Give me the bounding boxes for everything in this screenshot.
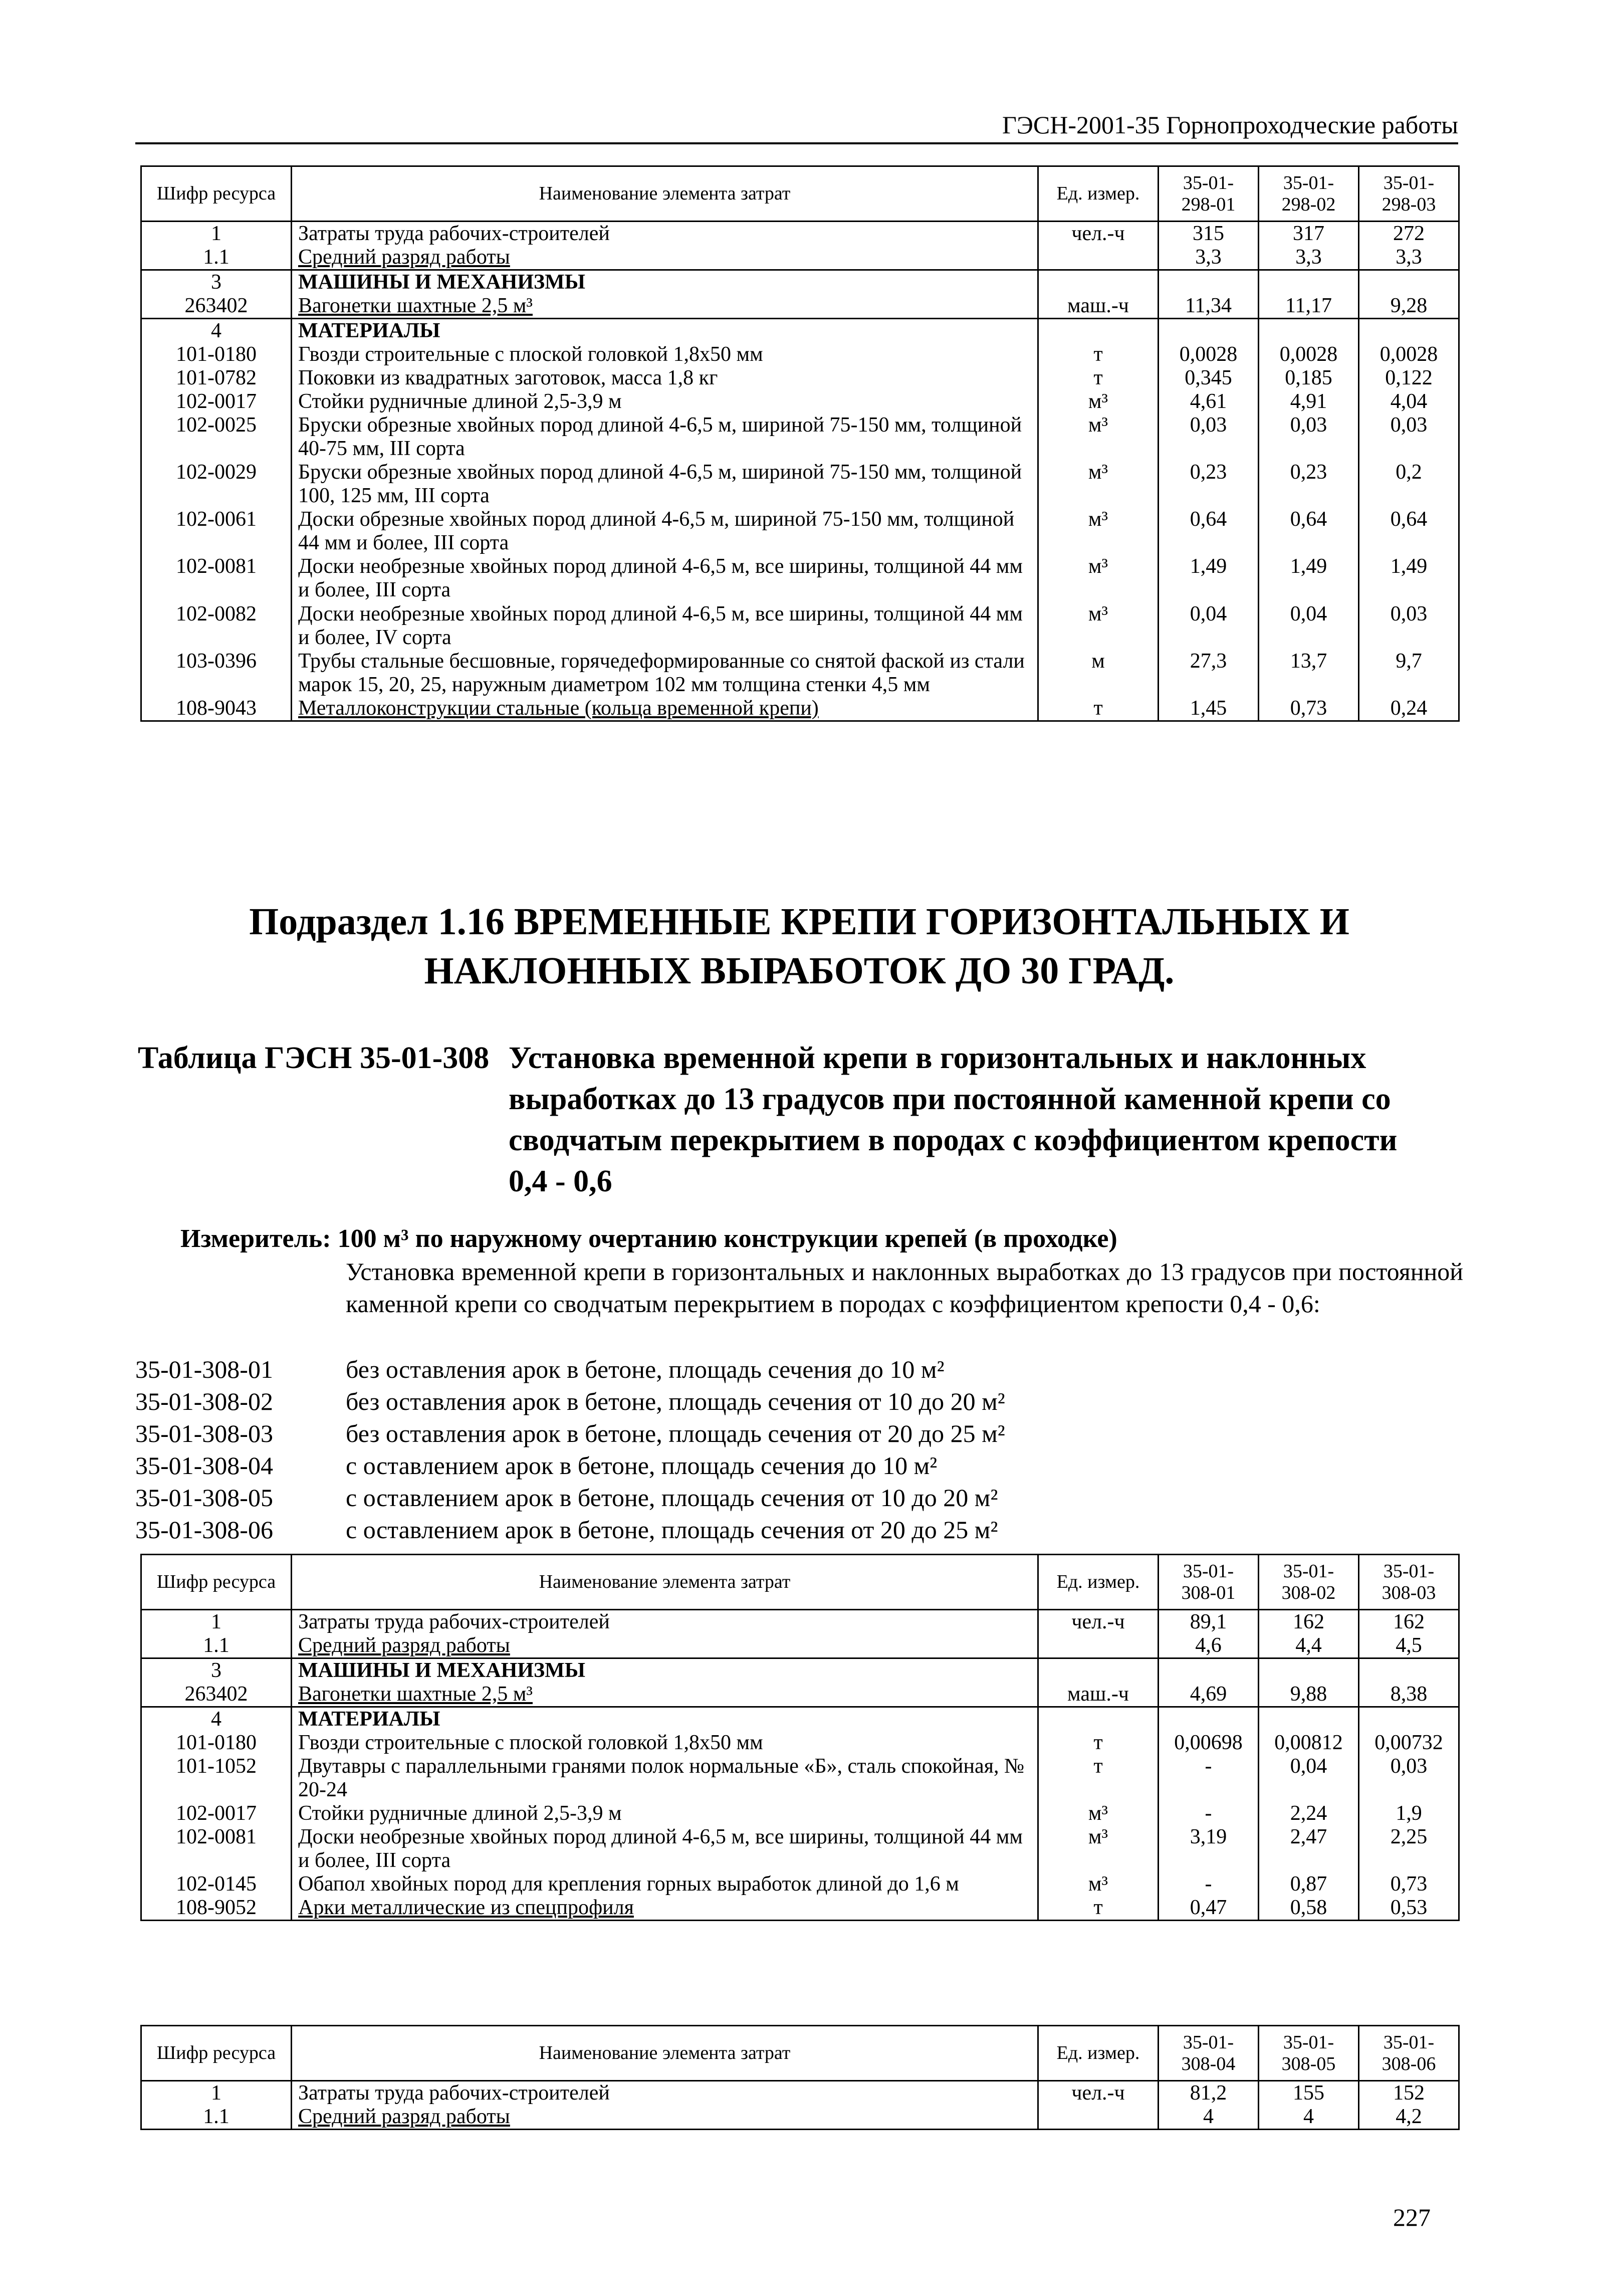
- norm-value: 315: [1159, 222, 1259, 246]
- col-header-norm: 35-01- 308-05: [1259, 2026, 1359, 2081]
- unit-of-measure: м³: [1038, 1872, 1159, 1896]
- resource-code: 1: [141, 1610, 292, 1634]
- norm-value: 0,00812: [1259, 1731, 1359, 1755]
- resource-code: 102-0061: [141, 508, 292, 555]
- resource-code: 102-0082: [141, 602, 292, 650]
- unit-of-measure: [1038, 1658, 1159, 1683]
- table-row: [141, 555, 1459, 602]
- meter-text: 100 м³ по наружному очертанию конструкции крепей (в проходке): [337, 1224, 1117, 1253]
- meter-line: [180, 1223, 1463, 1255]
- col-header-name: Наименование элемента затрат: [292, 2026, 1038, 2081]
- header-row: [141, 2026, 1459, 2081]
- work-item: [135, 1417, 1458, 1449]
- resource-code: 102-0017: [141, 1802, 292, 1825]
- norm-value: 0,87: [1259, 1872, 1359, 1896]
- norm-value: [1359, 270, 1459, 295]
- norm-value: 13,7: [1259, 650, 1359, 697]
- norm-value: 0,73: [1259, 697, 1359, 721]
- table-row: [141, 697, 1459, 721]
- norm-value: 9,7: [1359, 650, 1459, 697]
- table-label: Таблица ГЭСН 35-01-308: [138, 1041, 490, 1075]
- table-row: [141, 1634, 1459, 1658]
- norm-value: [1359, 1707, 1459, 1732]
- norm-value: 3,19: [1159, 1825, 1259, 1872]
- resource-code: 102-0081: [141, 555, 292, 602]
- col-header-unit: Ед. измер.: [1038, 166, 1159, 222]
- work-item-code: 35-01-308-01: [135, 1355, 273, 1383]
- norm-value: 0,04: [1159, 602, 1259, 650]
- unit-of-measure: маш.-ч: [1038, 1683, 1159, 1707]
- cost-element-name: Поковки из квадратных заготовок, масса 1,8 кг: [292, 366, 1038, 390]
- norm-value: 155: [1259, 2081, 1359, 2106]
- table-row: [141, 1896, 1459, 1921]
- norm-value: 0,04: [1259, 1755, 1359, 1802]
- table-row: [141, 1872, 1459, 1896]
- table-row: [141, 1731, 1459, 1755]
- norm-value: 0,0028: [1259, 343, 1359, 366]
- norm-value: 0,03: [1359, 1755, 1459, 1802]
- resource-code: 108-9052: [141, 1896, 292, 1921]
- norm-value: 4,4: [1259, 1634, 1359, 1658]
- table-row: [141, 222, 1459, 246]
- cost-element-name: Стойки рудничные длиной 2,5-3,9 м: [292, 1802, 1038, 1825]
- norm-value: 4,91: [1259, 390, 1359, 413]
- table-row: [141, 1707, 1459, 1732]
- norm-value: 8,38: [1359, 1683, 1459, 1707]
- table-row: [141, 270, 1459, 295]
- resource-code: 108-9043: [141, 697, 292, 721]
- norm-value: 2,25: [1359, 1825, 1459, 1872]
- resource-code: 1: [141, 222, 292, 246]
- resource-code: 263402: [141, 1683, 292, 1707]
- resource-code: 4: [141, 319, 292, 343]
- col-header-code: Шифр ресурса: [141, 2026, 292, 2081]
- work-item-description: без оставления арок в бетоне, площадь сечения от 20 до 25 м²: [346, 1419, 1005, 1447]
- norm-value: 27,3: [1159, 650, 1259, 697]
- norm-value: 0,00732: [1359, 1731, 1459, 1755]
- norm-value: [1259, 319, 1359, 343]
- unit-of-measure: т: [1038, 1731, 1159, 1755]
- work-item-description: с оставлением арок в бетоне, площадь сечения от 10 до 20 м²: [346, 1484, 998, 1512]
- unit-of-measure: т: [1038, 697, 1159, 721]
- col-header-code: Шифр ресурса: [141, 166, 292, 222]
- work-item-code: 35-01-308-05: [135, 1484, 273, 1512]
- work-item: [135, 1353, 1458, 1385]
- header-row: [141, 166, 1459, 222]
- norm-value: 3,3: [1359, 246, 1459, 270]
- resource-code: 1.1: [141, 2105, 292, 2130]
- cost-table-298: [140, 165, 1460, 722]
- col-header-norm: 35-01- 308-04: [1159, 2026, 1259, 2081]
- norm-value: 0,53: [1359, 1896, 1459, 1921]
- norm-value: 11,17: [1259, 294, 1359, 319]
- cost-table-308-b: [140, 2025, 1460, 2130]
- norm-value: 0,24: [1359, 697, 1459, 721]
- work-item: [135, 1385, 1458, 1417]
- page-number: 227: [1393, 2203, 1431, 2231]
- table-row: [141, 246, 1459, 270]
- resource-code: 102-0029: [141, 461, 292, 508]
- unit-of-measure: м³: [1038, 461, 1159, 508]
- norm-value: 4: [1259, 2105, 1359, 2130]
- col-header-norm: 35-01- 298-01: [1159, 166, 1259, 222]
- resource-code: 101-1052: [141, 1755, 292, 1802]
- work-item-description: с оставлением арок в бетоне, площадь сечения до 10 м²: [346, 1451, 938, 1480]
- norm-value: 0,0028: [1359, 343, 1459, 366]
- norm-value: 4,6: [1159, 1634, 1259, 1658]
- table-row: [141, 1658, 1459, 1683]
- norm-value: 272: [1359, 222, 1459, 246]
- unit-of-measure: т: [1038, 366, 1159, 390]
- norm-value: [1159, 1658, 1259, 1683]
- norm-value: [1259, 270, 1359, 295]
- cost-element-name: Затраты труда рабочих-строителей: [292, 2081, 1038, 2106]
- unit-of-measure: м³: [1038, 602, 1159, 650]
- cost-element-name: Гвозди строительные с плоской головкой 1,8х50 мм: [292, 343, 1038, 366]
- unit-of-measure: чел.-ч: [1038, 222, 1159, 246]
- norm-value: [1359, 319, 1459, 343]
- cost-element-name: Обапол хвойных пород для крепления горных выработок длиной до 1,6 м: [292, 1872, 1038, 1896]
- table-row: [141, 1755, 1459, 1802]
- norm-value: [1159, 319, 1259, 343]
- norm-value: 1,49: [1359, 555, 1459, 602]
- cost-element-name: Доски необрезные хвойных пород длиной 4-6,5 м, все ширины, толщиной 44 мм и более, III сорта: [292, 1825, 1038, 1872]
- cost-element-name: Двутавры с параллельными гранями полок нормальные «Б», сталь спокойная, № 20-24: [292, 1755, 1038, 1802]
- table-row: [141, 1683, 1459, 1707]
- table-row: [141, 366, 1459, 390]
- col-header-unit: Ед. измер.: [1038, 2026, 1159, 2081]
- table-row: [141, 508, 1459, 555]
- norm-value: 81,2: [1159, 2081, 1259, 2106]
- norm-value: 0,73: [1359, 1872, 1459, 1896]
- cost-element-name: Затраты труда рабочих-строителей: [292, 222, 1038, 246]
- col-header-name: Наименование элемента затрат: [292, 166, 1038, 222]
- cost-element-name: Средний разряд работы: [292, 246, 1038, 270]
- norm-value: 4,69: [1159, 1683, 1259, 1707]
- resource-code: 1.1: [141, 1634, 292, 1658]
- unit-of-measure: м³: [1038, 413, 1159, 461]
- norm-value: 1,49: [1259, 555, 1359, 602]
- norm-value: [1259, 1707, 1359, 1732]
- norm-value: 0,58: [1259, 1896, 1359, 1921]
- resource-code: 101-0180: [141, 1731, 292, 1755]
- norm-value: [1259, 1658, 1359, 1683]
- norm-value: 0,03: [1359, 602, 1459, 650]
- intro-text: Установка временной крепи в горизонтальных и наклонных выработках до 13 градусов при постоянной каменной крепи со сводчатым перекрытием в породах с коэффициентом крепости 0,4 - 0,6:: [346, 1258, 1463, 1318]
- norm-value: 0,345: [1159, 366, 1259, 390]
- norm-value: 4: [1159, 2105, 1259, 2130]
- unit-of-measure: чел.-ч: [1038, 2081, 1159, 2106]
- norm-value: 89,1: [1159, 1610, 1259, 1634]
- table-row: [141, 602, 1459, 650]
- norm-value: 3,3: [1159, 246, 1259, 270]
- table-row: [141, 294, 1459, 319]
- norm-value: 0,03: [1259, 413, 1359, 461]
- table-title: [138, 1037, 1461, 1202]
- unit-of-measure: т: [1038, 1896, 1159, 1921]
- unit-of-measure: м³: [1038, 1802, 1159, 1825]
- cost-element-name: Гвозди строительные с плоской головкой 1,8х50 мм: [292, 1731, 1038, 1755]
- work-item-code: 35-01-308-06: [135, 1516, 273, 1544]
- unit-of-measure: м³: [1038, 555, 1159, 602]
- table-row: [141, 2105, 1459, 2130]
- resource-code: 1: [141, 2081, 292, 2106]
- norm-value: 1,9: [1359, 1802, 1459, 1825]
- cost-element-name: Средний разряд работы: [292, 1634, 1038, 1658]
- col-header-norm: 35-01- 308-06: [1359, 2026, 1459, 2081]
- unit-of-measure: м³: [1038, 508, 1159, 555]
- unit-of-measure: маш.-ч: [1038, 294, 1159, 319]
- table-row: [141, 1802, 1459, 1825]
- table-row: [141, 1610, 1459, 1634]
- unit-of-measure: [1038, 2105, 1159, 2130]
- cost-element-name: МАТЕРИАЛЫ: [292, 319, 1038, 343]
- cost-element-name: Трубы стальные бесшовные, горячедеформированные со снятой фаской из стали марок 15, 20, 25, наружным диаметром 102 мм толщина стенки 4,5 мм: [292, 650, 1038, 697]
- meter-label: Измеритель:: [180, 1224, 331, 1253]
- cost-element-name: МАШИНЫ И МЕХАНИЗМЫ: [292, 1658, 1038, 1683]
- cost-table-308-a: [140, 1554, 1460, 1921]
- col-header-norm: 35-01- 298-03: [1359, 166, 1459, 222]
- resource-code: 101-0782: [141, 366, 292, 390]
- resource-code: 102-0017: [141, 390, 292, 413]
- col-header-norm: 35-01- 308-02: [1259, 1555, 1359, 1610]
- unit-of-measure: м: [1038, 650, 1159, 697]
- norm-value: 3,3: [1259, 246, 1359, 270]
- norm-value: 0,64: [1359, 508, 1459, 555]
- unit-of-measure: [1038, 270, 1159, 295]
- unit-of-measure: [1038, 1634, 1159, 1658]
- unit-of-measure: м³: [1038, 1825, 1159, 1872]
- resource-code: 101-0180: [141, 343, 292, 366]
- running-header: ГЭСН-2001-35 Горнопроходческие работы: [135, 107, 1458, 144]
- resource-code: 1.1: [141, 246, 292, 270]
- resource-code: 263402: [141, 294, 292, 319]
- cost-element-name: Бруски обрезные хвойных пород длиной 4-6,5 м, шириной 75-150 мм, толщиной 100, 125 мм, III сорта: [292, 461, 1038, 508]
- norm-value: 0,00698: [1159, 1731, 1259, 1755]
- norm-value: 1,45: [1159, 697, 1259, 721]
- resource-code: 103-0396: [141, 650, 292, 697]
- norm-value: 0,23: [1259, 461, 1359, 508]
- work-item: [135, 1482, 1458, 1514]
- norm-value: 2,24: [1259, 1802, 1359, 1825]
- norm-value: 0,64: [1259, 508, 1359, 555]
- norm-value: 152: [1359, 2081, 1459, 2106]
- norm-value: 0,185: [1259, 366, 1359, 390]
- table-row: [141, 2081, 1459, 2106]
- table-row: [141, 1825, 1459, 1872]
- norm-value: 2,47: [1259, 1825, 1359, 1872]
- norm-value: 4,5: [1359, 1634, 1459, 1658]
- cost-element-name: Вагонетки шахтные 2,5 м³: [292, 1683, 1038, 1707]
- table-row: [141, 461, 1459, 508]
- cost-element-name: Металлоконструкции стальные (кольца временной крепи): [292, 697, 1038, 721]
- resource-code: 3: [141, 270, 292, 295]
- cost-element-name: Доски необрезные хвойных пород длиной 4-6,5 м, все ширины, толщиной 44 мм и более, III сорта: [292, 555, 1038, 602]
- norm-value: [1159, 270, 1259, 295]
- table-row: [141, 343, 1459, 366]
- unit-of-measure: [1038, 319, 1159, 343]
- work-item: [135, 1514, 1458, 1546]
- cost-element-name: Арки металлические из спецпрофиля: [292, 1896, 1038, 1921]
- norm-value: 4,61: [1159, 390, 1259, 413]
- unit-of-measure: [1038, 246, 1159, 270]
- cost-element-name: Затраты труда рабочих-строителей: [292, 1610, 1038, 1634]
- unit-of-measure: т: [1038, 343, 1159, 366]
- norm-value: 0,64: [1159, 508, 1259, 555]
- unit-of-measure: м³: [1038, 390, 1159, 413]
- cost-element-name: Доски обрезные хвойных пород длиной 4-6,5 м, шириной 75-150 мм, толщиной 44 мм и более, III сорта: [292, 508, 1038, 555]
- norm-value: 0,03: [1359, 413, 1459, 461]
- table-row: [141, 390, 1459, 413]
- norm-value: 162: [1359, 1610, 1459, 1634]
- unit-of-measure: чел.-ч: [1038, 1610, 1159, 1634]
- cost-element-name: МАШИНЫ И МЕХАНИЗМЫ: [292, 270, 1038, 295]
- resource-code: 102-0081: [141, 1825, 292, 1872]
- norm-value: -: [1159, 1872, 1259, 1896]
- norm-value: [1159, 1707, 1259, 1732]
- norm-value: 162: [1259, 1610, 1359, 1634]
- col-header-norm: 35-01- 308-01: [1159, 1555, 1259, 1610]
- unit-of-measure: т: [1038, 1755, 1159, 1802]
- norm-value: 9,28: [1359, 294, 1459, 319]
- norm-value: 0,04: [1259, 602, 1359, 650]
- norm-value: -: [1159, 1755, 1259, 1802]
- resource-code: 4: [141, 1707, 292, 1732]
- cost-element-name: Средний разряд работы: [292, 2105, 1038, 2130]
- norm-value: 0,47: [1159, 1896, 1259, 1921]
- work-item-description: без оставления арок в бетоне, площадь сечения от 10 до 20 м²: [346, 1387, 1005, 1415]
- norm-value: 317: [1259, 222, 1359, 246]
- work-item-code: 35-01-308-02: [135, 1387, 273, 1415]
- work-items-list: [135, 1353, 1458, 1546]
- work-item-description: с оставлением арок в бетоне, площадь сечения от 20 до 25 м²: [346, 1516, 998, 1544]
- norm-value: -: [1159, 1802, 1259, 1825]
- cost-element-name: Стойки рудничные длиной 2,5-3,9 м: [292, 390, 1038, 413]
- unit-of-measure: [1038, 1707, 1159, 1732]
- norm-value: 4,2: [1359, 2105, 1459, 2130]
- norm-value: 4,04: [1359, 390, 1459, 413]
- table-row: [141, 650, 1459, 697]
- col-header-norm: 35-01- 298-02: [1259, 166, 1359, 222]
- work-item: [135, 1449, 1458, 1482]
- work-item-code: 35-01-308-03: [135, 1419, 273, 1447]
- cost-element-name: Вагонетки шахтные 2,5 м³: [292, 294, 1038, 319]
- col-header-code: Шифр ресурса: [141, 1555, 292, 1610]
- norm-value: 0,0028: [1159, 343, 1259, 366]
- col-header-name: Наименование элемента затрат: [292, 1555, 1038, 1610]
- cost-element-name: Доски необрезные хвойных пород длиной 4-6,5 м, все ширины, толщиной 44 мм и более, IV сорта: [292, 602, 1038, 650]
- work-item-code: 35-01-308-04: [135, 1451, 273, 1480]
- col-header-unit: Ед. измер.: [1038, 1555, 1159, 1610]
- col-header-norm: 35-01- 308-03: [1359, 1555, 1459, 1610]
- cost-element-name: Бруски обрезные хвойных пород длиной 4-6,5 м, шириной 75-150 мм, толщиной 40-75 мм, III сорта: [292, 413, 1038, 461]
- norm-value: 1,49: [1159, 555, 1259, 602]
- resource-code: 102-0145: [141, 1872, 292, 1896]
- resource-code: 3: [141, 1658, 292, 1683]
- norm-value: [1359, 1658, 1459, 1683]
- table-row: [141, 413, 1459, 461]
- resource-code: 102-0025: [141, 413, 292, 461]
- norm-value: 0,03: [1159, 413, 1259, 461]
- norm-value: 11,34: [1159, 294, 1259, 319]
- table-description: Установка временной крепи в горизонтальных и наклонных выработках до 13 градусов при постоянной каменной крепи со сводчатым перекрытием в породах с коэффициентом крепости 0,4 - 0,6: [509, 1041, 1398, 1198]
- norm-value: 0,23: [1159, 461, 1259, 508]
- cost-element-name: МАТЕРИАЛЫ: [292, 1707, 1038, 1732]
- norm-value: 0,122: [1359, 366, 1459, 390]
- norm-value: 0,2: [1359, 461, 1459, 508]
- table-row: [141, 319, 1459, 343]
- work-item-description: без оставления арок в бетоне, площадь сечения до 10 м²: [346, 1355, 945, 1383]
- subsection-title: Подраздел 1.16 ВРЕМЕННЫЕ КРЕПИ ГОРИЗОНТАЛЬНЫХ И НАКЛОННЫХ ВЫРАБОТОК ДО 30 ГРАД.: [249, 901, 1349, 992]
- norm-value: 9,88: [1259, 1683, 1359, 1707]
- header-row: [141, 1555, 1459, 1610]
